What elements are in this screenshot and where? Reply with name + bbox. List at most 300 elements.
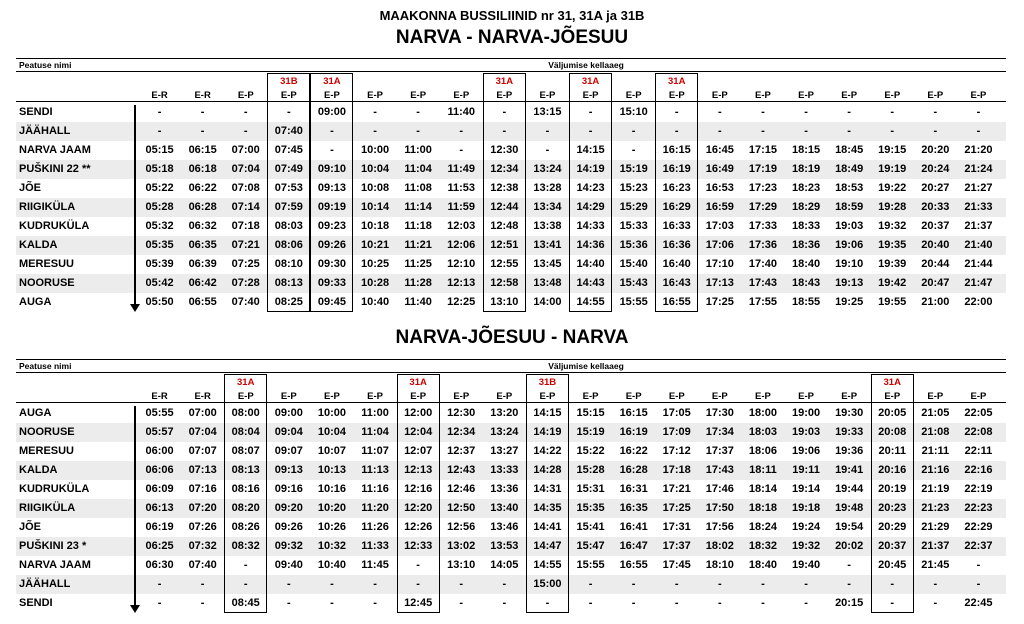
departure-time-cell: 05:22	[145, 182, 174, 194]
departure-time-cell: 07:18	[231, 220, 260, 232]
departure-time-cell: 10:40	[360, 296, 390, 308]
departure-time-cell: 10:08	[360, 182, 390, 194]
departure-time-cell: 05:18	[145, 163, 174, 175]
departure-time-cell: 13:20	[490, 407, 519, 419]
departure-time-cell: 12:25	[447, 296, 476, 308]
departure-time-cell: 07:14	[231, 201, 260, 213]
departure-time-cell: 11:13	[361, 464, 389, 476]
departure-time-cell: 11:21	[404, 239, 432, 251]
departure-time-cell: 18:23	[791, 182, 821, 194]
table-row	[16, 537, 1006, 556]
route-tag	[612, 375, 655, 389]
departure-time-cell: 10:28	[360, 277, 390, 289]
departure-time-cell: 05:39	[145, 258, 174, 270]
departure-time-cell: 19:48	[835, 502, 864, 514]
departure-time-cell: 22:29	[964, 521, 993, 533]
route-tag	[354, 375, 397, 389]
departure-time-cell: 12:50	[447, 502, 476, 514]
departure-time-cell: 06:15	[188, 144, 217, 156]
departure-time-cell: 15:47	[576, 540, 605, 552]
departure-time-cell: 19:03	[791, 426, 821, 438]
departure-time-cell: 06:22	[188, 182, 217, 194]
departure-time-cell: 21:16	[921, 464, 950, 476]
departure-time-cell: 06:09	[145, 483, 174, 495]
departure-time-cell: 11:14	[404, 201, 432, 213]
table-row	[16, 423, 1006, 442]
departure-time-cell: -	[588, 106, 593, 118]
departure-time-cell: 07:40	[188, 559, 217, 571]
departure-time-cell: -	[976, 125, 981, 137]
departure-time-cell: 20:16	[878, 464, 907, 476]
day-code: E-P	[970, 390, 987, 402]
departure-time-cell: 07:32	[188, 540, 217, 552]
departure-time-cell: 21:00	[921, 296, 950, 308]
route-tag	[741, 74, 784, 88]
stop-name: SENDI	[19, 106, 53, 118]
stop-name: NOORUSE	[19, 277, 75, 289]
day-code: E-R	[194, 390, 211, 402]
day-code: E-P	[884, 390, 901, 402]
departure-time-cell: 21:27	[964, 182, 993, 194]
departure-time-cell: 16:41	[619, 521, 648, 533]
departure-time-cell: 20:11	[878, 445, 906, 457]
route-tag	[397, 74, 440, 88]
departure-time-cell: 20:24	[921, 163, 950, 175]
departure-time-cell: 17:19	[748, 163, 777, 175]
departure-time-cell: 14:43	[576, 277, 605, 289]
departure-time-cell: 17:40	[748, 258, 777, 270]
departure-time-cell: 10:18	[360, 220, 390, 232]
departure-time-cell: -	[243, 106, 248, 118]
departure-time-cell: 17:18	[662, 464, 691, 476]
departure-time-cell: 14:35	[533, 502, 562, 514]
departure-time-cell: 19:18	[791, 502, 821, 514]
departure-time-cell: 10:26	[317, 521, 346, 533]
departure-time-cell: 09:45	[317, 296, 346, 308]
departure-time-cell: 17:56	[705, 521, 734, 533]
departure-time-cell: 20:40	[921, 239, 950, 251]
departure-time-cell: 19:06	[791, 445, 821, 457]
stop-name: JÕE	[19, 182, 42, 194]
departure-time-cell: 16:15	[662, 144, 691, 156]
departure-time-cell: 19:41	[835, 464, 864, 476]
departure-time-cell: 14:00	[533, 296, 562, 308]
timetable-return	[16, 359, 1006, 613]
departure-time-cell: 14:55	[533, 559, 562, 571]
day-code: E-P	[582, 89, 599, 101]
departure-time-cell: -	[976, 559, 981, 571]
table-row	[16, 179, 1006, 198]
table-row	[16, 556, 1006, 575]
departure-time-cell: -	[243, 559, 248, 571]
departure-time-cell: 18:53	[835, 182, 864, 194]
departure-time-cell: -	[287, 578, 291, 590]
departure-time-cell: 10:20	[317, 502, 346, 514]
departure-time-cell: 17:03	[705, 220, 734, 232]
route-tag	[310, 375, 353, 389]
departure-time-cell: 21:23	[921, 502, 950, 514]
departure-time-cell: -	[718, 106, 722, 118]
departure-time-cell: -	[718, 125, 722, 137]
departure-time-cell: -	[502, 106, 507, 118]
departure-time-cell: -	[373, 597, 377, 609]
stop-name: AUGA	[19, 407, 52, 419]
departure-time-cell: 09:19	[317, 201, 346, 213]
departure-time-cell: 09:16	[274, 483, 303, 495]
departure-time-cell: 07:07	[188, 445, 217, 457]
stop-name: PUŠKINI 23 *	[19, 540, 87, 552]
departure-time-cell: -	[933, 125, 938, 137]
departure-time-cell: 22:16	[964, 464, 993, 476]
table-row	[16, 499, 1006, 518]
departure-time-cell: 11:26	[361, 521, 389, 533]
header-divider	[16, 402, 1006, 403]
departure-time-cell: 14:15	[533, 407, 562, 419]
departure-time-cell: -	[502, 597, 507, 609]
departure-time-cell: 16:31	[619, 483, 648, 495]
stop-name: KUDRUKÜLA	[19, 483, 90, 495]
route-tag: 31A	[409, 376, 427, 388]
day-code: E-P	[280, 89, 297, 101]
departure-time-cell: 13:34	[533, 201, 562, 213]
departure-time-cell: 20:29	[878, 521, 907, 533]
departure-time-cell: -	[933, 106, 938, 118]
departure-time-cell: 13:15	[533, 106, 562, 118]
route-tag: 31A	[668, 75, 686, 87]
departure-time-cell: 09:00	[317, 106, 346, 118]
departure-time-cell: 05:32	[145, 220, 174, 232]
stop-name: KALDA	[19, 239, 58, 251]
departure-time-cell: 19:35	[878, 239, 907, 251]
departure-time-cell: 21:44	[964, 258, 993, 270]
day-code: E-P	[539, 390, 556, 402]
departure-time-cell: -	[416, 578, 420, 590]
header-divider	[16, 101, 1006, 102]
departure-time-cell: -	[502, 125, 507, 137]
departure-time-cell: 15:22	[576, 445, 605, 457]
departure-time-cell: -	[933, 597, 938, 609]
departure-time-cell: 07:40	[274, 125, 303, 137]
day-code: E-P	[237, 390, 254, 402]
departure-time-cell: 12:34	[490, 163, 519, 175]
departure-time-cell: -	[761, 125, 765, 137]
departure-time-cell: 19:55	[878, 296, 907, 308]
departure-time-cell: -	[243, 125, 248, 137]
departure-time-cell: 19:03	[835, 220, 864, 232]
departure-time-cell: -	[545, 125, 550, 137]
departure-time-cell: 11:40	[404, 296, 432, 308]
table-row	[16, 575, 1006, 594]
departure-time-cell: 15:36	[619, 239, 648, 251]
departure-time-cell: -	[287, 106, 291, 118]
table-row	[16, 160, 1006, 179]
departure-time-cell: 09:32	[274, 540, 303, 552]
table-row	[16, 103, 1006, 122]
day-code: E-P	[324, 390, 340, 402]
route-tag: 31B	[538, 376, 557, 388]
departure-time-cell: 18:24	[748, 521, 777, 533]
day-code: E-P	[970, 89, 987, 101]
departure-time-cell: 14:28	[533, 464, 562, 476]
departure-time-cell: 19:54	[835, 521, 864, 533]
departure-time-cell: -	[890, 125, 895, 137]
departure-time-cell: 12:33	[404, 540, 433, 552]
departure-time-cell: 12:48	[490, 220, 519, 232]
day-code: E-P	[668, 390, 685, 402]
departure-time-cell: 06:39	[188, 258, 217, 270]
departure-time-cell: 17:25	[705, 296, 734, 308]
departure-time-cell: 17:13	[705, 277, 734, 289]
departure-time-cell: 06:25	[145, 540, 174, 552]
day-code: E-P	[755, 390, 771, 402]
departure-time-cell: -	[847, 559, 851, 571]
day-code: E-P	[711, 89, 728, 101]
table-row	[16, 141, 1006, 160]
departure-time-cell: 08:16	[231, 483, 260, 495]
departure-time-cell: -	[631, 597, 636, 609]
stop-name: NARVA JAAM	[19, 559, 91, 571]
departure-time-cell: 15:10	[619, 106, 648, 118]
departure-time-cell: 12:46	[447, 483, 476, 495]
route-tag	[354, 74, 397, 88]
departure-time-cell: 16:59	[705, 201, 734, 213]
stop-name: SENDI	[19, 597, 53, 609]
route-tag	[785, 74, 828, 88]
departure-time-cell: 13:02	[447, 540, 476, 552]
departure-time-cell: 21:40	[964, 239, 993, 251]
departure-time-cell: 13:38	[533, 220, 562, 232]
route-tag	[957, 74, 1000, 88]
departure-time-cell: 06:19	[145, 521, 174, 533]
departure-time-cell: 16:47	[619, 540, 648, 552]
day-code: E-P	[668, 89, 685, 101]
departure-time-cell: 10:21	[360, 239, 390, 251]
departure-time-cell: -	[890, 106, 895, 118]
departure-time-cell: 09:13	[274, 464, 303, 476]
departure-time-cell: 10:16	[317, 483, 346, 495]
departure-time-cell: -	[847, 125, 851, 137]
stop-name: RIIGIKÜLA	[19, 201, 76, 213]
stop-name: MERESUU	[19, 258, 75, 270]
departure-time-cell: 11:33	[361, 540, 389, 552]
day-code: E-P	[367, 390, 383, 402]
departure-time-cell: 18:06	[748, 445, 777, 457]
departure-time-cell: 07:25	[231, 258, 260, 270]
departure-time-cell: 18:19	[791, 163, 821, 175]
route-tag	[181, 375, 224, 389]
departure-time-cell: 13:33	[490, 464, 519, 476]
departure-time-cell: 19:19	[878, 163, 907, 175]
departure-time-cell: 20:20	[921, 144, 950, 156]
section-title-return: NARVA-JÕESUU - NARVA	[395, 327, 629, 348]
departure-time-cell: 12:38	[490, 182, 519, 194]
departure-time-cell: -	[976, 578, 981, 590]
departure-time-cell: -	[804, 125, 808, 137]
departure-time-cell: 22:05	[964, 407, 993, 419]
table-row	[16, 404, 1006, 423]
route-tag	[569, 375, 612, 389]
departure-time-cell: 13:24	[490, 426, 519, 438]
departure-time-cell: 09:33	[317, 277, 346, 289]
departure-time-cell: 06:13	[145, 502, 174, 514]
departure-time-cell: 16:22	[619, 445, 648, 457]
table-row	[16, 442, 1006, 461]
departure-time-cell: 12:44	[490, 201, 519, 213]
route-tag	[440, 74, 483, 88]
departure-time-cell: 20:02	[835, 540, 864, 552]
departure-time-cell: 19:32	[878, 220, 907, 232]
day-code: E-R	[194, 89, 211, 101]
departure-time-cell: -	[330, 597, 334, 609]
departure-time-cell: 12:58	[490, 277, 519, 289]
departure-time-cell: 18:49	[835, 163, 864, 175]
departure-time-cell: -	[200, 597, 205, 609]
departure-time-cell: -	[674, 106, 679, 118]
departure-time-cell: 17:30	[705, 407, 734, 419]
departure-time-cell: 12:30	[490, 144, 519, 156]
document-title: MAAKONNA BUSSILIINID nr 31, 31A ja 31B	[379, 8, 645, 23]
departure-time-cell: 08:04	[231, 426, 260, 438]
stop-name: NOORUSE	[19, 426, 75, 438]
departure-time-cell: 15:40	[619, 258, 648, 270]
departure-time-cell: 05:28	[145, 201, 174, 213]
departure-time-cell: 15:35	[576, 502, 605, 514]
departure-time-cell: 17:36	[748, 239, 777, 251]
departure-time-cell: 17:55	[748, 296, 777, 308]
departure-time-cell: -	[588, 597, 593, 609]
departure-time-cell: 19:33	[835, 426, 864, 438]
day-code: E-P	[927, 89, 944, 101]
day-code: E-P	[539, 89, 556, 101]
day-code: E-P	[625, 89, 642, 101]
departure-time-cell: 19:00	[791, 407, 821, 419]
departure-time-cell: 07:21	[231, 239, 260, 251]
departure-time-cell: 07:04	[231, 163, 260, 175]
day-code: E-P	[410, 390, 427, 402]
departure-time-cell: 09:07	[274, 445, 303, 457]
departure-time-cell: 21:29	[921, 521, 950, 533]
stop-column-label: Peatuse nimi	[19, 60, 72, 70]
departure-time-cell: 14:23	[576, 182, 605, 194]
route-tag	[914, 74, 957, 88]
departure-time-cell: 10:40	[317, 559, 346, 571]
departure-time-cell: 19:42	[878, 277, 907, 289]
stop-name: KUDRUKÜLA	[19, 220, 90, 232]
stop-name: KALDA	[19, 464, 58, 476]
day-code: E-P	[280, 390, 297, 402]
departure-time-cell: 17:50	[705, 502, 734, 514]
route-tag: 31A	[883, 376, 901, 388]
departure-time-cell: 11:53	[447, 182, 475, 194]
departure-time-cell: -	[761, 578, 765, 590]
departure-time-cell: 17:34	[705, 426, 734, 438]
departure-time-cell: 11:45	[361, 559, 389, 571]
departure-time-cell: 09:40	[274, 559, 303, 571]
day-code: E-R	[151, 89, 168, 101]
departure-time-cell: 14:41	[533, 521, 562, 533]
departure-time-cell: 11:00	[404, 144, 432, 156]
route-tag	[267, 375, 310, 389]
departure-time-cell: 18:14	[748, 483, 777, 495]
departure-time-cell: 21:11	[921, 445, 950, 457]
departure-time-cell: 10:07	[317, 445, 346, 457]
departure-time-cell: -	[502, 578, 507, 590]
departure-time-cell: 21:19	[921, 483, 950, 495]
departure-time-cell: 12:55	[490, 258, 519, 270]
departure-time-cell: 16:29	[662, 201, 691, 213]
departure-time-cell: 13:27	[490, 445, 519, 457]
departure-time-cell: 07:00	[188, 407, 217, 419]
departure-time-cell: -	[933, 578, 938, 590]
departure-time-cell: 05:42	[145, 277, 174, 289]
day-code: E-P	[625, 390, 642, 402]
departure-time-cell: 16:19	[662, 163, 691, 175]
table-header-band	[16, 58, 1006, 72]
stop-name: JÕE	[19, 521, 42, 533]
departure-time-cell: 13:10	[447, 559, 476, 571]
departure-time-cell: 13:10	[490, 296, 519, 308]
departure-time-cell: 08:07	[231, 445, 260, 457]
departure-time-cell: 12:43	[447, 464, 476, 476]
departure-time-cell: 10:25	[360, 258, 390, 270]
table-row	[16, 594, 1006, 613]
departure-time-cell: 20:45	[878, 559, 907, 571]
table-row	[16, 236, 1006, 255]
departure-time-cell: 17:21	[662, 483, 691, 495]
departure-time-cell: 13:45	[533, 258, 562, 270]
table-row	[16, 198, 1006, 217]
departure-time-cell: 22:19	[964, 483, 993, 495]
departure-time-cell: -	[157, 597, 162, 609]
departure-time-cell: 14:40	[576, 258, 605, 270]
departure-time-cell: 20:44	[921, 258, 950, 270]
departure-time-cell: 12:26	[404, 521, 433, 533]
departure-time-cell: 22:08	[964, 426, 993, 438]
departure-time-cell: 19:40	[791, 559, 821, 571]
departure-time-cell: 12:37	[447, 445, 476, 457]
departure-time-cell: 11:49	[447, 163, 475, 175]
table-row	[16, 518, 1006, 537]
departure-time-cell: 12:30	[447, 407, 476, 419]
day-code: E-P	[453, 89, 470, 101]
departure-time-cell: 09:26	[317, 239, 346, 251]
direction-arrow-icon	[131, 105, 139, 312]
departure-time-cell: 05:35	[145, 239, 174, 251]
departure-time-cell: 16:45	[705, 144, 734, 156]
route-tag	[828, 375, 871, 389]
departure-time-cell: 09:00	[274, 407, 303, 419]
route-tag	[957, 375, 1000, 389]
day-code: E-P	[755, 89, 771, 101]
stop-name: AUGA	[19, 296, 52, 308]
departure-time-cell: -	[459, 144, 464, 156]
departure-time-cell: 20:37	[878, 540, 907, 552]
departure-time-cell: 12:00	[404, 407, 433, 419]
departure-time-cell: -	[459, 125, 464, 137]
departure-time-cell: 19:44	[835, 483, 864, 495]
departure-time-cell: 06:18	[188, 163, 217, 175]
departure-time-cell: 14:31	[533, 483, 562, 495]
departure-time-cell: 17:10	[705, 258, 734, 270]
departure-time-cell: 05:55	[145, 407, 174, 419]
departure-time-cell: 05:50	[145, 296, 174, 308]
route-tag	[612, 74, 655, 88]
departure-time-cell: 06:06	[145, 464, 174, 476]
departure-time-cell: 19:11	[792, 464, 820, 476]
departure-time-cell: 16:53	[705, 182, 734, 194]
route-tag: 31A	[495, 75, 514, 87]
departure-time-cell: 21:33	[964, 201, 993, 213]
